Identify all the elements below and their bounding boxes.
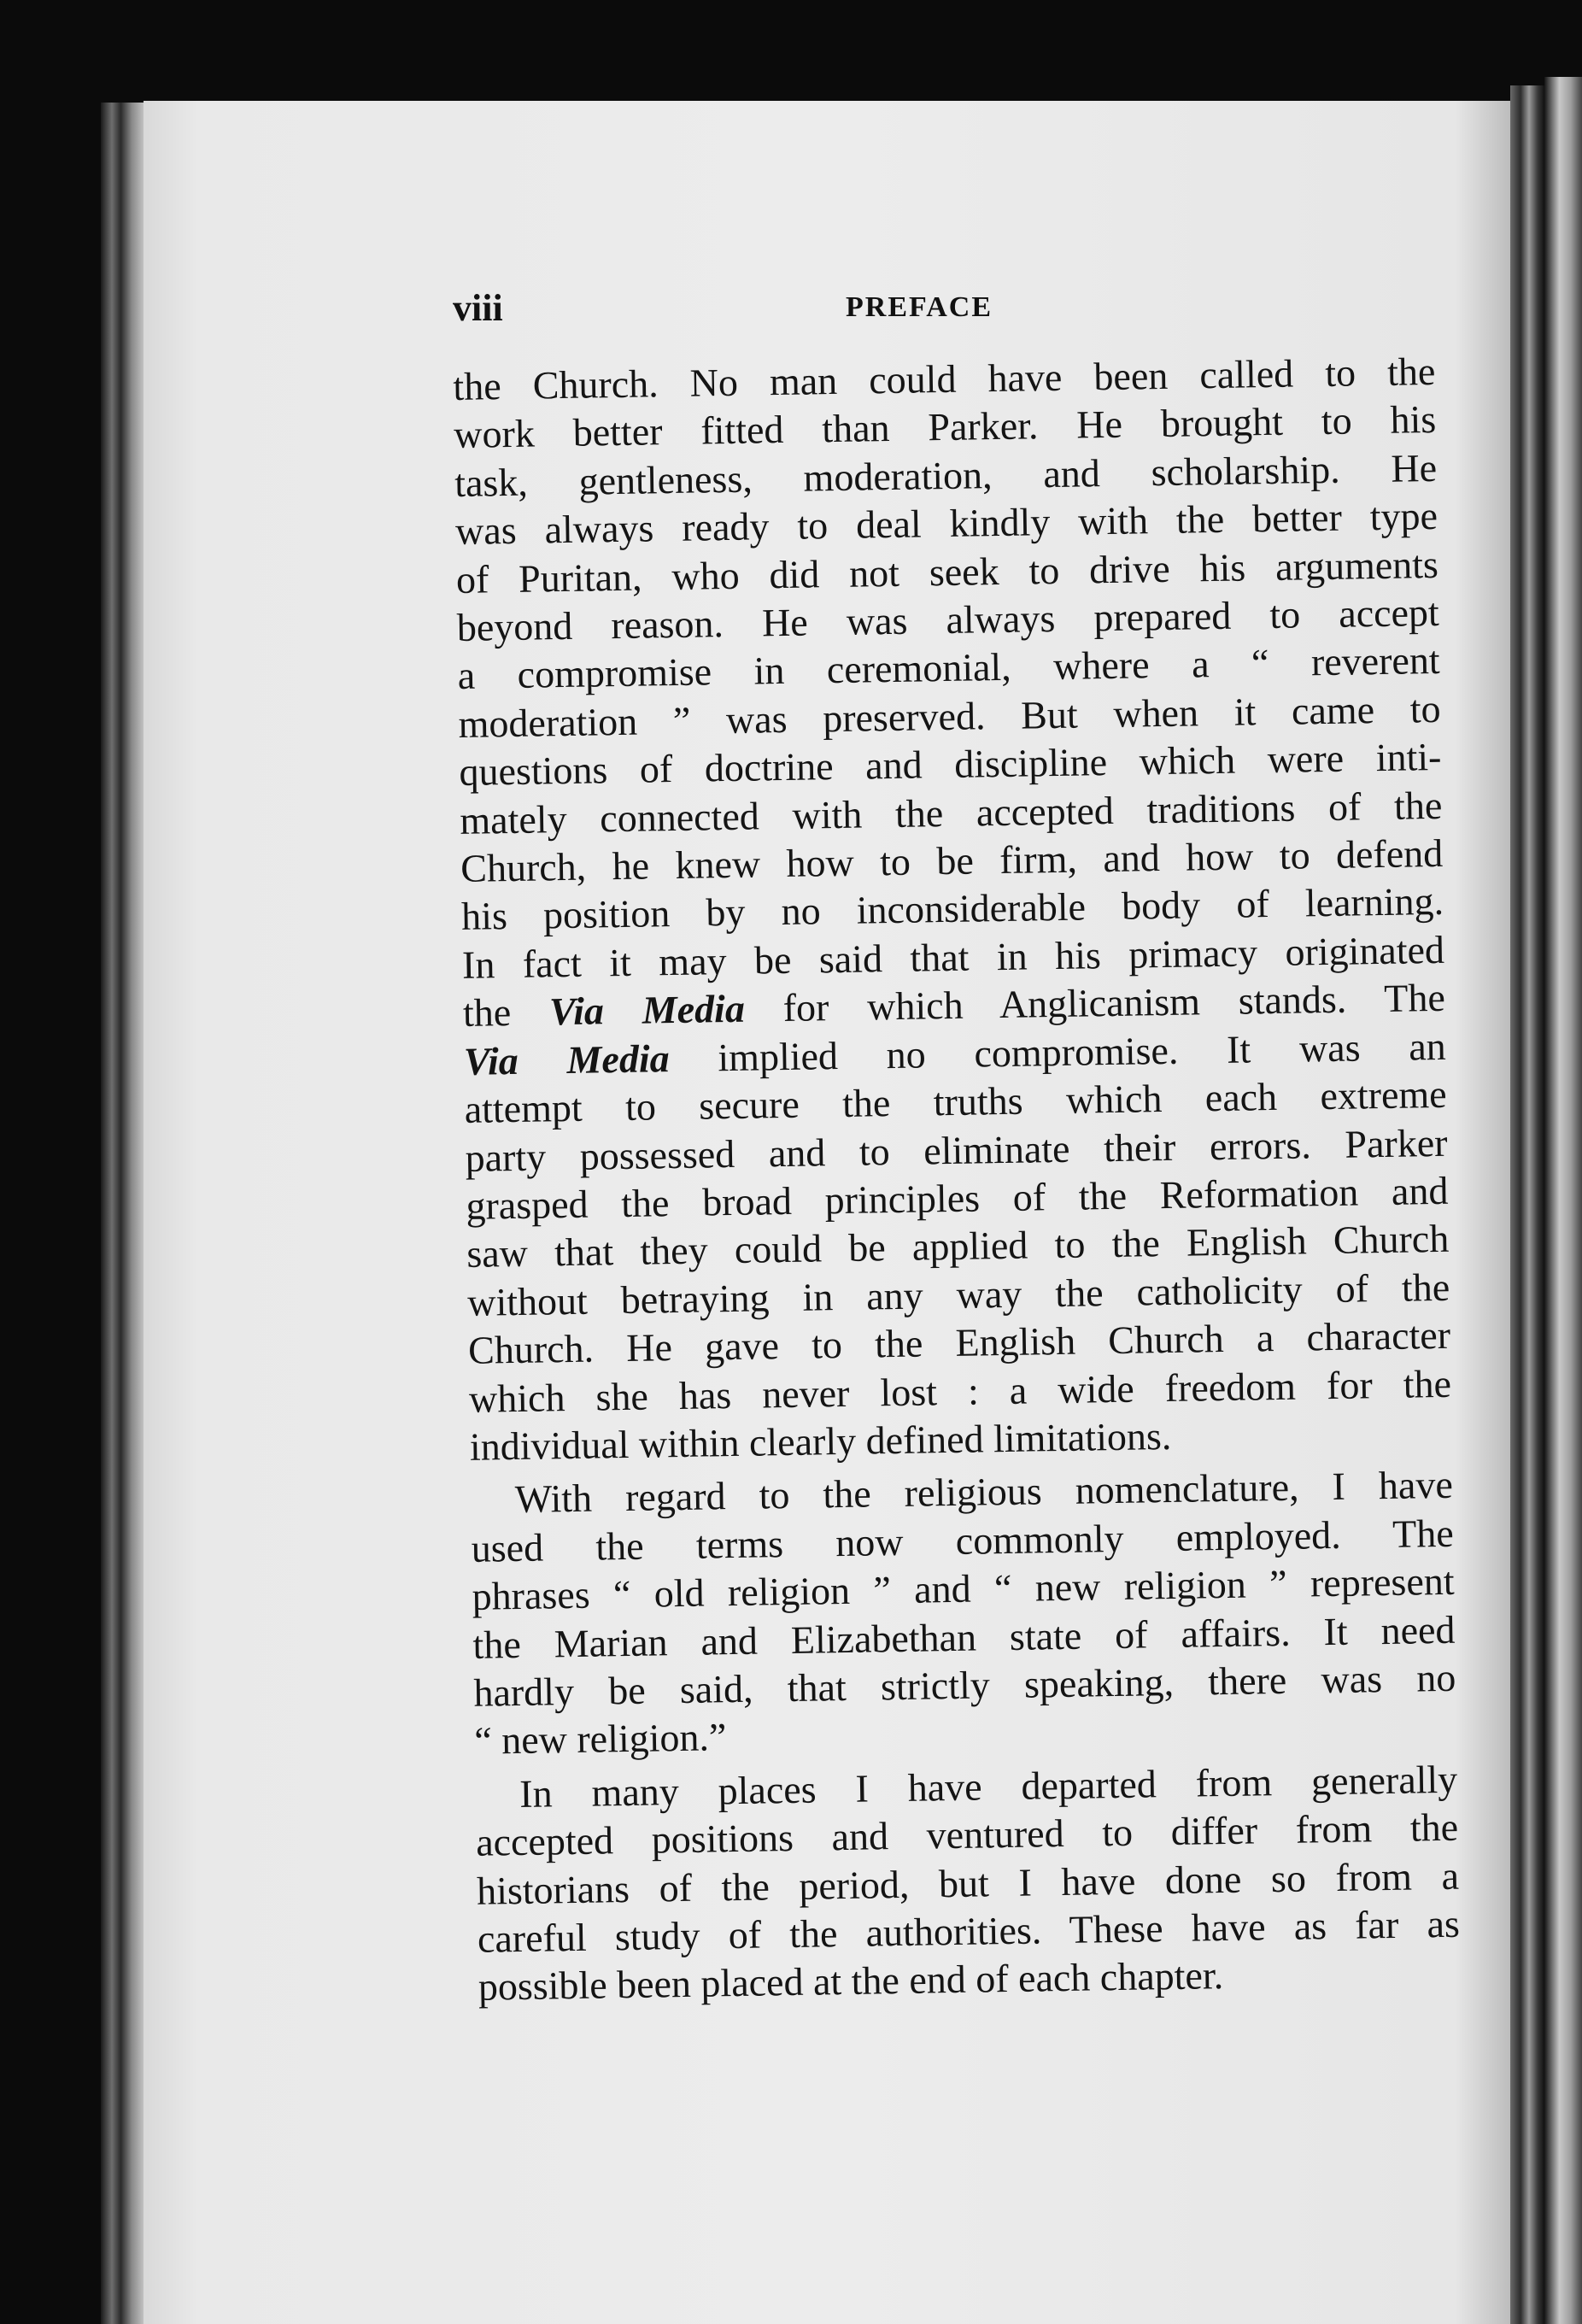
text-line: accepted positions and ventured to differ from the	[475, 1805, 1459, 1864]
text-line: grasped the broad principles of the Reformation and	[466, 1168, 1449, 1228]
text-line: without betraying in any way the catholicity of the	[466, 1265, 1450, 1324]
body-text	[453, 348, 1461, 2012]
text-line: the Via Media for which Anglicanism stands. The	[462, 976, 1446, 1036]
book-spine-edge	[101, 103, 145, 2324]
page-number: viii	[453, 287, 503, 329]
page-stack-edge	[1510, 85, 1544, 2324]
text-line: saw that they could be applied to the English Church	[466, 1217, 1450, 1276]
paragraph	[475, 1756, 1461, 2012]
text-line: possible been placed at the end of each chapter.	[478, 1953, 1224, 2010]
text-line: careful study of the authorities. These have as far as	[477, 1901, 1461, 1961]
text-line: was always ready to deal kindly with the better type	[454, 494, 1438, 554]
text-line: which she has never lost : a wide freedom for the	[468, 1361, 1452, 1421]
adjacent-page-edge	[1544, 77, 1582, 2324]
text-line: historians of the period, but I have done so from a	[476, 1853, 1460, 1913]
text-line: task, gentleness, moderation, and scholarship. He	[454, 445, 1438, 505]
text-line: “ new religion.”	[473, 1715, 727, 1764]
text-line: attempt to secure the truths which each extreme	[464, 1071, 1447, 1131]
text-line: individual within clearly defined limitations.	[469, 1413, 1172, 1469]
text-line: a compromise in ceremonial, where a “ reverent	[457, 638, 1441, 698]
paragraph	[470, 1461, 1456, 1765]
paragraph	[453, 348, 1452, 1471]
text-line: hardly be said, that strictly speaking, there was no	[473, 1655, 1456, 1715]
text-line: phrases “ old religion ” and “ new religion ” represent	[472, 1558, 1455, 1618]
page-header	[453, 286, 1435, 337]
text-line: party possessed and to eliminate their errors. Parker	[465, 1120, 1448, 1180]
text-line: used the terms now commonly employed. The	[471, 1511, 1455, 1570]
text-line: In fact it may be said that in his primacy originated	[461, 927, 1445, 987]
text-line: moderation ” was preserved. But when it came to	[458, 686, 1441, 746]
text-line: beyond reason. He was always prepared to accept	[456, 590, 1440, 649]
text-line: mately connected with the accepted traditions of the	[460, 783, 1443, 842]
text-line: questions of doctrine and discipline which were inti-	[459, 735, 1442, 795]
text-line: of Puritan, who did not seek to drive his arguments	[455, 542, 1439, 602]
text-line: the Marian and Elizabethan state of affairs. It need	[472, 1607, 1456, 1667]
text-line: In many places I have departed from generally	[519, 1757, 1458, 1816]
italic-phrase: Via Media	[463, 1036, 671, 1083]
text-line: With regard to the religious nomenclature, I have	[514, 1463, 1454, 1522]
text-line: Church. He gave to the English Church a character	[467, 1312, 1451, 1372]
running-head: PREFACE	[846, 291, 993, 323]
text-line: Via Media implied no compromise. It was an	[463, 1024, 1447, 1083]
text-line: the Church. No man could have been called to the	[453, 349, 1436, 408]
text-line: work better fitted than Parker. He brought to his	[453, 397, 1437, 457]
text-line: his position by no inconsiderable body of learning.	[460, 879, 1444, 939]
text-line: Church, he knew how to be firm, and how to defend	[460, 830, 1444, 890]
italic-phrase: Via Media	[548, 987, 746, 1034]
